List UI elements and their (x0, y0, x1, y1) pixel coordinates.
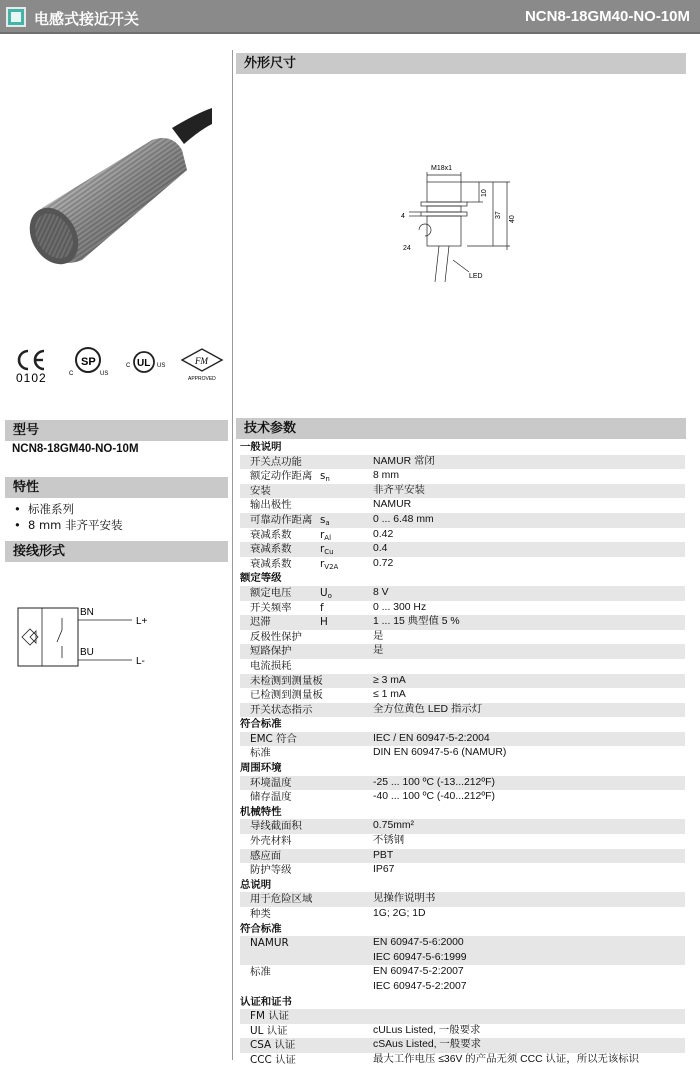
spec-value: ≥ 3 mA (373, 674, 406, 686)
model-value: NCN8-18GM40-NO-10M (12, 443, 139, 455)
spec-label: 衰减系数 (250, 528, 292, 541)
spec-row (240, 1024, 685, 1039)
spec-value: DIN EN 60947-5-6 (NAMUR) (373, 747, 507, 759)
spec-group-heading: 符合标准 (240, 922, 282, 935)
spec-value: IP67 (373, 864, 395, 876)
spec-row (240, 776, 685, 791)
spec-group-heading: 周围环境 (240, 762, 282, 775)
feature-item: • 标准系列 (14, 502, 74, 516)
spec-group-heading: 一般说明 (240, 441, 282, 453)
dim-40: 40 (509, 215, 516, 223)
svg-text:APPROVED: APPROVED (188, 376, 216, 382)
column-divider (232, 50, 233, 1060)
spec-row (240, 1009, 685, 1024)
spec-value: PBT (373, 849, 394, 861)
spec-row (240, 630, 685, 645)
spec-label: 开关频率 (250, 601, 292, 614)
spec-label: 衰减系数 (250, 557, 292, 570)
spec-label: 标准 (250, 966, 271, 979)
dimension-drawing (395, 160, 525, 290)
spec-label: 外壳材料 (250, 835, 292, 848)
spec-row (240, 790, 685, 805)
spec-label: 衰减系数 (250, 543, 292, 556)
product-photo (22, 88, 212, 300)
spec-row (240, 819, 685, 834)
spec-row (240, 688, 685, 703)
spec-label: NAMUR (250, 937, 289, 950)
spec-value: 1 ... 15 典型值 5 % (373, 616, 460, 628)
spec-value: 非齐平安装 (373, 484, 425, 496)
spec-label: 环境温度 (250, 776, 292, 789)
spec-row (240, 469, 685, 484)
spec-label: 未检测到测量板 (250, 674, 323, 687)
spec-label: 标准 (250, 747, 271, 760)
ce-number: 0102 (16, 371, 47, 385)
spec-label: EMC 符合 (250, 732, 297, 745)
spec-label: 可靠动作距离 (250, 513, 313, 526)
spec-value: EN 60947-5-2:2007 IEC 60947-5-2:2007 (373, 966, 467, 992)
spec-value: -25 ... 100 ºC (-13...212ºF) (373, 776, 495, 788)
spec-label: 迟滞 (250, 616, 271, 629)
spec-value: IEC / EN 60947-5-2:2004 (373, 732, 490, 744)
spec-value: ≤ 1 mA (373, 689, 406, 701)
spec-label: 输出极性 (250, 499, 292, 512)
spec-label: 开关状态指示 (250, 703, 313, 716)
spec-label: 导线截面积 (250, 820, 302, 833)
spec-group-heading: 机械特性 (240, 805, 282, 818)
model-title: NCN8-18GM40-NO-10M (524, 8, 690, 25)
spec-value: 1G; 2G; 1D (373, 908, 426, 919)
section-model: 型号 (5, 420, 228, 441)
spec-symbol: $s_a$ (320, 513, 330, 527)
spec-label: 开关点功能 (250, 455, 302, 468)
spec-label: FM 认证 (250, 1010, 290, 1023)
fm-approved-icon (182, 349, 222, 382)
spec-row (240, 892, 685, 907)
certification-marks (12, 345, 232, 385)
spec-row (240, 863, 685, 878)
wire-bu: BU (80, 647, 94, 658)
spec-value: 8 V (373, 586, 389, 598)
spec-value: NAMUR 常闭 (373, 455, 435, 467)
spec-value: NAMUR (373, 499, 412, 511)
spec-row (240, 586, 685, 601)
spec-value: 是 (373, 645, 384, 657)
svg-text:US: US (100, 371, 109, 377)
spec-label: 安装 (250, 484, 271, 497)
spec-row (240, 455, 685, 470)
spec-row (240, 484, 685, 499)
spec-row (240, 659, 685, 674)
ce-mark-icon (19, 351, 44, 369)
spec-row (240, 936, 685, 965)
spec-value: 0 ... 300 Hz (373, 601, 427, 613)
spec-row (240, 513, 685, 528)
spec-value: 0.42 (373, 528, 394, 540)
spec-label: 储存温度 (250, 791, 292, 804)
spec-row (240, 528, 685, 543)
spec-value: 是 (373, 630, 384, 642)
spec-label: CSA 认证 (250, 1039, 296, 1052)
sensor-symbol-icon (30, 631, 36, 643)
spec-value: 0.72 (373, 557, 394, 569)
spec-label: 用于危险区域 (250, 893, 313, 906)
spec-row (240, 498, 685, 513)
spec-value: 8 mm (373, 470, 399, 482)
spec-value: EN 60947-5-6:2000 IEC 60947-5-6:1999 (373, 937, 467, 963)
spec-value: cSAus Listed, 一般要求 (373, 1039, 481, 1051)
spec-label: 电流损耗 (250, 659, 292, 672)
spec-symbol: $U_o$ (320, 586, 332, 600)
spec-value: 全方位黄色 LED 指示灯 (373, 703, 483, 715)
spec-value: 0 ... 6.48 mm (373, 513, 434, 525)
spec-label: UL 认证 (250, 1024, 288, 1037)
spec-row (240, 907, 685, 922)
csa-mark-icon (69, 348, 108, 377)
spec-symbol: $r_{V2A}$ (320, 557, 339, 571)
spec-row (240, 644, 685, 659)
wiring-diagram (12, 598, 192, 678)
spec-group-heading: 总说明 (240, 878, 272, 891)
spec-row (240, 849, 685, 864)
spec-group-heading: 额定等级 (240, 572, 282, 585)
spec-group-heading: 符合标准 (240, 718, 282, 731)
svg-text:SP: SP (81, 356, 96, 368)
spec-value: 见操作说明书 (373, 893, 436, 905)
spec-symbol: $r_{Cu}$ (320, 543, 334, 557)
spec-value: cULus Listed, 一般要求 (373, 1024, 481, 1036)
brand-square-icon (6, 7, 26, 27)
spec-row (240, 1053, 685, 1068)
feature-item: • 8 mm 非齐平安装 (14, 518, 123, 532)
section-tech: 技术参数 (236, 418, 686, 439)
spec-label: 感应面 (250, 849, 282, 862)
section-dimensions: 外形尺寸 (236, 53, 686, 74)
spec-row (240, 542, 685, 557)
section-features: 特性 (5, 477, 228, 498)
spec-row (240, 732, 685, 747)
spec-value: -40 ... 100 ºC (-40...212ºF) (373, 791, 495, 803)
page-title: 电感式接近开关 (34, 10, 140, 28)
spec-group-heading: 认证和证书 (240, 995, 292, 1008)
spec-value: 0.4 (373, 543, 388, 555)
spec-label: 反极性保护 (250, 630, 302, 643)
spec-row (240, 674, 685, 689)
header-bar (0, 0, 700, 34)
spec-value: 不锈钢 (373, 835, 405, 847)
spec-value: 最大工作电压 ≤36V 的产品无须 CCC 认证，所以无该标识 (373, 1053, 640, 1065)
dim-m18: M18x1 (431, 165, 453, 172)
dim-10: 10 (481, 189, 488, 197)
spec-row (240, 746, 685, 761)
spec-row (240, 615, 685, 630)
dim-24: 24 (403, 245, 411, 252)
spec-label: 短路保护 (250, 645, 292, 658)
dim-4: 4 (401, 213, 405, 220)
spec-symbol: f (320, 601, 324, 614)
dim-37: 37 (495, 211, 502, 219)
dim-led: LED (469, 273, 483, 280)
spec-symbol: $r_{Al}$ (320, 528, 332, 542)
spec-row (240, 834, 685, 849)
svg-text:C: C (69, 371, 74, 377)
spec-row (240, 557, 685, 572)
spec-table (240, 440, 685, 1068)
spec-row (240, 1038, 685, 1053)
spec-label: 额定动作距离 (250, 470, 313, 483)
spec-symbol: $s_n$ (320, 470, 330, 484)
spec-label: 额定电压 (250, 586, 292, 599)
spec-label: 种类 (250, 908, 271, 920)
terminal-lplus: L+ (136, 616, 148, 627)
svg-text:US: US (157, 363, 166, 369)
terminal-lminus: L- (136, 656, 145, 667)
svg-text:C: C (126, 363, 131, 369)
svg-text:UL: UL (137, 358, 151, 369)
section-wiring: 接线形式 (5, 541, 228, 562)
spec-symbol: H (320, 616, 328, 629)
spec-label: CCC 认证 (250, 1053, 296, 1066)
spec-row (240, 601, 685, 616)
svg-text:FM: FM (195, 356, 208, 366)
cul-mark-icon (126, 352, 165, 372)
wire-bn: BN (80, 607, 94, 618)
spec-value: 0.75mm² (373, 820, 414, 832)
spec-label: 防护等级 (250, 864, 292, 877)
spec-row (240, 703, 685, 718)
spec-row (240, 965, 685, 994)
spec-label: 已检测到测量板 (250, 689, 323, 702)
